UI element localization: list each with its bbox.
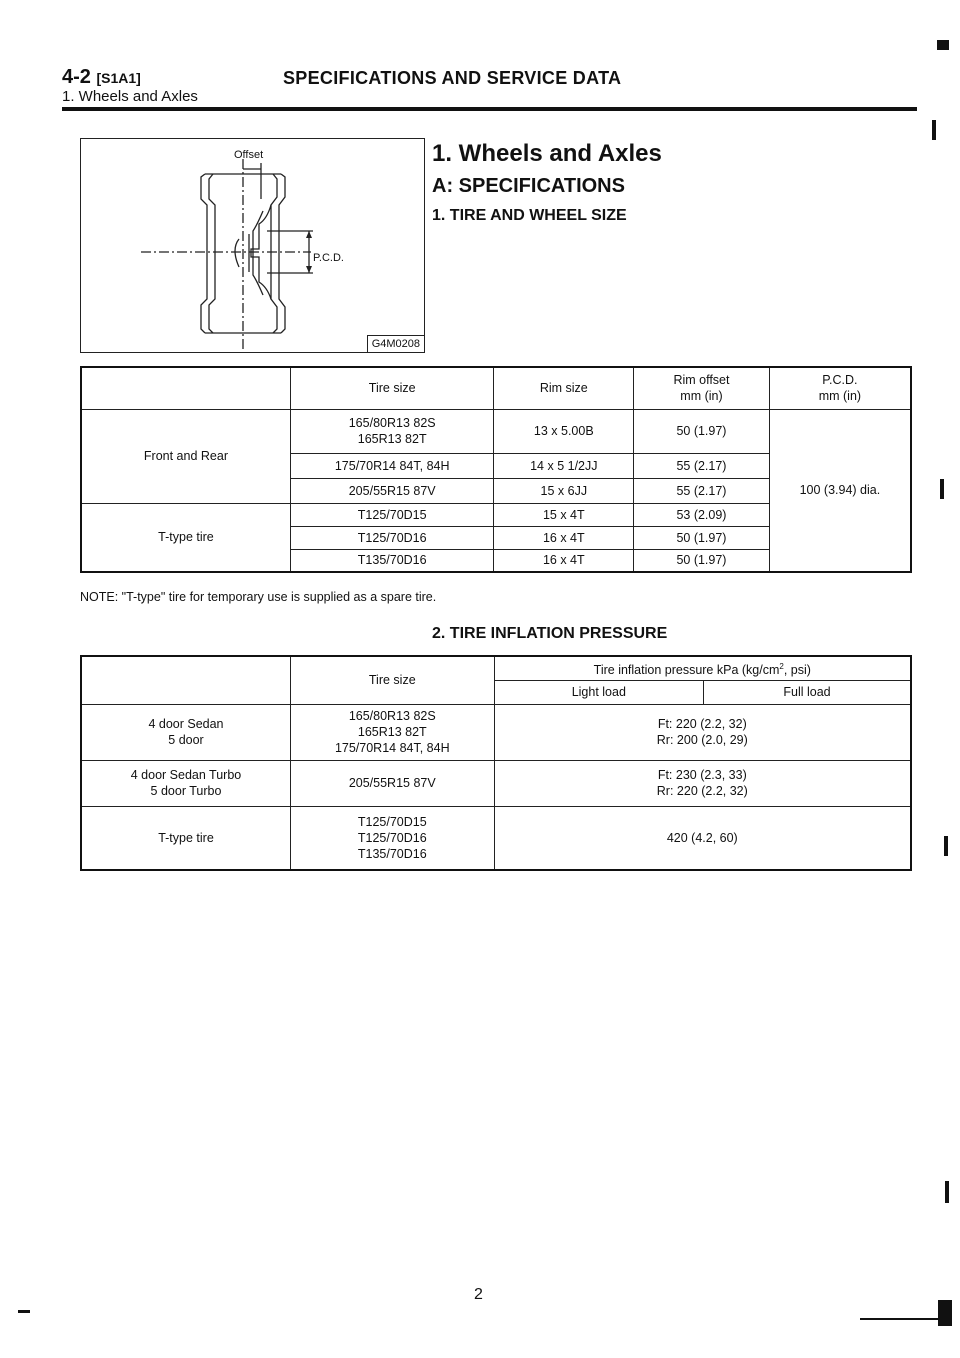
page-title: SPECIFICATIONS AND SERVICE DATA bbox=[283, 68, 622, 88]
tire-size-line: 175/70R14 84T, 84H bbox=[334, 741, 450, 755]
section-heading: 1. Wheels and Axles bbox=[432, 140, 662, 167]
pressure-cell: 420 (4.2, 60) bbox=[494, 806, 911, 870]
page-subtitle: 1. Wheels and Axles bbox=[62, 88, 198, 105]
tire-wheel-size-table bbox=[80, 366, 912, 573]
model-line: 4 door Sedan bbox=[148, 717, 224, 731]
tire-size-cell bbox=[290, 704, 494, 760]
figure-code: G4M0208 bbox=[367, 335, 424, 352]
pressure-line: Rr: 200 (2.0, 29) bbox=[656, 733, 748, 747]
scan-corner-mark bbox=[938, 1300, 952, 1326]
spare-tire-note: NOTE: "T-type" tire for temporary use is supplied as a spare tire. bbox=[80, 590, 437, 604]
rim-size-cell: 14 x 5 1/2JJ bbox=[494, 453, 634, 478]
offset-label: Offset bbox=[234, 149, 264, 161]
rim-size-cell: 15 x 4T bbox=[494, 503, 634, 526]
tire-size-line: T135/70D16 bbox=[357, 846, 427, 861]
table-header-tire-size: Tire size bbox=[290, 367, 494, 409]
pressure-cell bbox=[494, 760, 911, 806]
section-subheading: A: SPECIFICATIONS bbox=[432, 175, 625, 197]
rim-offset-cell: 50 (1.97) bbox=[634, 549, 770, 572]
section-code bbox=[62, 66, 141, 89]
table-header-row bbox=[81, 656, 911, 680]
model-cell: T-type tire bbox=[81, 806, 290, 870]
scan-bracket-mark bbox=[944, 836, 948, 856]
table-header-rim-offset bbox=[634, 367, 770, 409]
model-line: 4 door Sedan Turbo bbox=[130, 768, 242, 782]
table-header-pcd bbox=[769, 367, 911, 409]
tire-size-line: 165/80R13 82S bbox=[348, 416, 436, 430]
rim-offset-cell: 55 (2.17) bbox=[634, 478, 770, 503]
table-row bbox=[81, 704, 911, 760]
scan-bracket-mark bbox=[940, 479, 944, 499]
scan-bracket-mark bbox=[945, 1181, 949, 1203]
tire-size-cell: T135/70D16 bbox=[290, 549, 494, 572]
rim-size-cell: 16 x 4T bbox=[494, 549, 634, 572]
table-row bbox=[81, 806, 911, 870]
header-pressure-text: Tire inflation pressure kPa (kg/cm bbox=[593, 662, 780, 677]
table-header-blank bbox=[81, 656, 290, 704]
wheel-cross-section-drawing bbox=[81, 139, 426, 354]
model-line: 5 door bbox=[168, 733, 204, 747]
pcd-value-cell: 100 (3.94) dia. bbox=[769, 409, 911, 572]
scan-bracket-mark bbox=[932, 120, 936, 140]
pressure-line: Rr: 220 (2.2, 32) bbox=[656, 784, 748, 798]
scan-corner-mark bbox=[937, 40, 949, 50]
table-row bbox=[81, 760, 911, 806]
scan-corner-mark bbox=[18, 1310, 30, 1313]
tire-size-line: 165R13 82T bbox=[357, 432, 427, 446]
table-header-pressure bbox=[494, 656, 911, 680]
tire-wheel-size-title: 1. TIRE AND WHEEL SIZE bbox=[432, 207, 627, 224]
rim-size-cell: 13 x 5.00B bbox=[494, 409, 634, 453]
header-rim-offset-label: Rim offset bbox=[673, 373, 730, 388]
table-header-blank bbox=[81, 367, 290, 409]
inflation-pressure-table bbox=[80, 655, 912, 871]
table-row bbox=[81, 409, 911, 453]
group-label-t-type: T-type tire bbox=[81, 503, 290, 572]
header-pressure-superscript: 2 bbox=[779, 661, 784, 671]
rim-offset-cell: 50 (1.97) bbox=[634, 526, 770, 549]
table-header-light-load: Light load bbox=[494, 680, 703, 704]
tire-size-cell: 205/55R15 87V bbox=[290, 478, 494, 503]
header-rim-offset-unit: mm (in) bbox=[680, 389, 723, 404]
model-cell bbox=[81, 760, 290, 806]
tire-size-line: T125/70D15 bbox=[357, 814, 427, 829]
page-number: 2 bbox=[474, 1286, 483, 1303]
header-pcd-label: P.C.D. bbox=[822, 373, 858, 388]
pcd-label: P.C.D. bbox=[313, 252, 344, 264]
header-rule bbox=[62, 107, 917, 111]
model-cell bbox=[81, 704, 290, 760]
tire-size-line: 165R13 82T bbox=[357, 725, 427, 739]
wheel-diagram bbox=[80, 138, 425, 353]
inflation-pressure-title: 2. TIRE INFLATION PRESSURE bbox=[432, 625, 668, 642]
tire-size-cell bbox=[290, 806, 494, 870]
rim-size-cell: 15 x 6JJ bbox=[494, 478, 634, 503]
pressure-line: Ft: 220 (2.2, 32) bbox=[657, 717, 747, 731]
rim-offset-cell: 53 (2.09) bbox=[634, 503, 770, 526]
tire-size-cell: T125/70D16 bbox=[290, 526, 494, 549]
rim-offset-cell: 50 (1.97) bbox=[634, 409, 770, 453]
pressure-line: Ft: 230 (2.3, 33) bbox=[657, 768, 747, 782]
rim-size-cell: 16 x 4T bbox=[494, 526, 634, 549]
tire-size-line: 165/80R13 82S bbox=[348, 709, 436, 723]
tire-size-cell: 175/70R14 84T, 84H bbox=[290, 453, 494, 478]
tire-size-cell bbox=[290, 409, 494, 453]
section-code-number: 4-2 bbox=[62, 66, 91, 88]
tire-size-cell: 205/55R15 87V bbox=[290, 760, 494, 806]
table-header-row bbox=[81, 367, 911, 409]
table-header-tire-size: Tire size bbox=[290, 656, 494, 704]
tire-size-cell: T125/70D15 bbox=[290, 503, 494, 526]
model-line: 5 door Turbo bbox=[150, 784, 222, 798]
pressure-cell bbox=[494, 704, 911, 760]
group-label-front-rear: Front and Rear bbox=[81, 409, 290, 503]
table-header-rim-size: Rim size bbox=[494, 367, 634, 409]
section-code-ref: [S1A1] bbox=[96, 70, 141, 86]
scan-edge-line bbox=[860, 1318, 940, 1320]
rim-offset-cell: 55 (2.17) bbox=[634, 453, 770, 478]
table-header-full-load: Full load bbox=[704, 680, 911, 704]
header-pressure-tail: , psi) bbox=[783, 662, 811, 677]
tire-size-line: T125/70D16 bbox=[357, 830, 427, 845]
header-pcd-unit: mm (in) bbox=[818, 389, 862, 404]
